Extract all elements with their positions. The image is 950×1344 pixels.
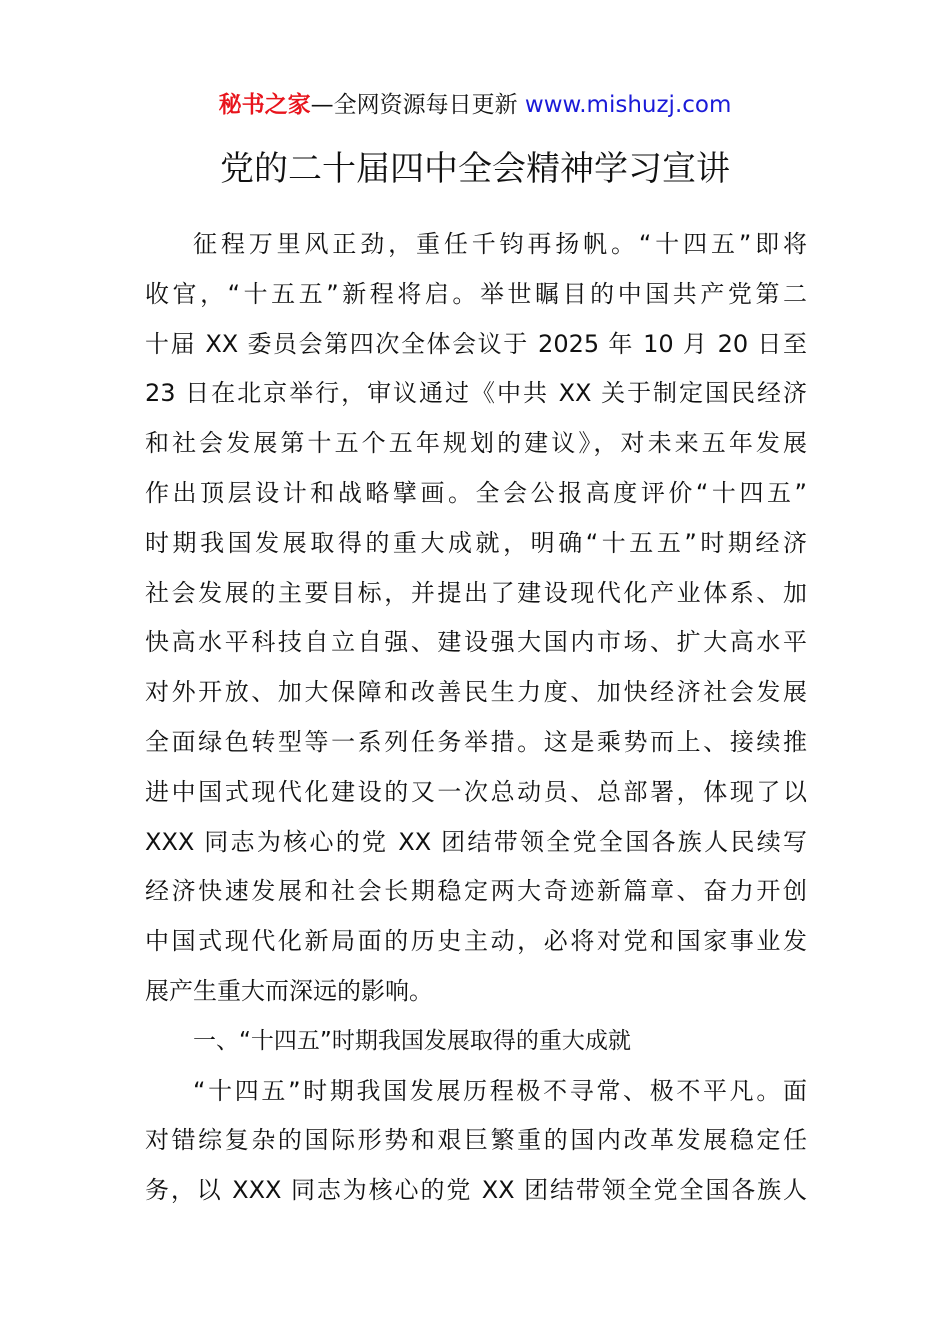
paragraph-line: 对外开放、加大保障和改善民生力度、加快经济社会发展 bbox=[145, 678, 807, 707]
paragraph-line: 征程万里风正劲，重任千钧再扬帆。“十四五”即将 bbox=[193, 230, 807, 258]
paragraph-line: XXX 同志为核心的党 XX 团结带领全党全国各族人民续写 bbox=[145, 827, 807, 856]
document-title: 党的二十届四中全会精神学习宣讲 bbox=[220, 149, 730, 189]
document-body bbox=[145, 220, 807, 1216]
site-url-link[interactable]: www.mishuzj.com bbox=[524, 92, 732, 118]
paragraph-line: 和社会发展第十五个五年规划的建议》，对未来五年发展 bbox=[145, 429, 807, 458]
paragraph-line: 作出顶层设计和战略擘画。全会公报高度评价“十四五” bbox=[145, 478, 807, 507]
paragraph-line: 展产生重大而深远的影响。 bbox=[145, 976, 433, 1005]
paragraph-line: 经济快速发展和社会长期稳定两大奇迹新篇章、奋力开创 bbox=[145, 877, 807, 906]
paragraph-line: 务，以 XXX 同志为核心的党 XX 团结带领全党全国各族人 bbox=[145, 1176, 807, 1205]
paragraph-line: 时期我国发展取得的重大成就，明确“十五五”时期经济 bbox=[145, 528, 807, 557]
paragraph-line: 收官，“十五五”新程将启。举世瞩目的中国共产党第二 bbox=[145, 279, 807, 308]
paragraph-line: 全面绿色转型等一系列任务举措。这是乘势而上、接续推 bbox=[145, 727, 807, 756]
site-header bbox=[0, 88, 950, 122]
paragraph-line: “十四五”时期我国发展历程极不寻常、极不平凡。面 bbox=[193, 1076, 807, 1105]
paragraph-line: 社会发展的主要目标，并提出了建设现代化产业体系、加 bbox=[145, 578, 807, 607]
site-slogan: —全网资源每日更新 bbox=[310, 92, 518, 118]
section-heading: 一、“十四五”时期我国发展取得的重大成就 bbox=[193, 1027, 631, 1054]
site-name: 秘书之家 bbox=[218, 92, 311, 118]
paragraph-line: 对错综复杂的国际形势和艰巨繁重的国内改革发展稳定任 bbox=[145, 1126, 807, 1155]
paragraph-line: 中国式现代化新局面的历史主动，必将对党和国家事业发 bbox=[145, 927, 807, 956]
paragraph-line: 十届 XX 委员会第四次全体会议于 2025 年 10 月 20 日至 bbox=[145, 329, 807, 358]
paragraph-line: 进中国式现代化建设的又一次总动员、总部署，体现了以 bbox=[145, 777, 807, 806]
paragraph-line: 23 日在北京举行，审议通过《中共 XX 关于制定国民经济 bbox=[145, 379, 807, 408]
paragraph-line: 快高水平科技自立自强、建设强大国内市场、扩大高水平 bbox=[145, 628, 807, 657]
